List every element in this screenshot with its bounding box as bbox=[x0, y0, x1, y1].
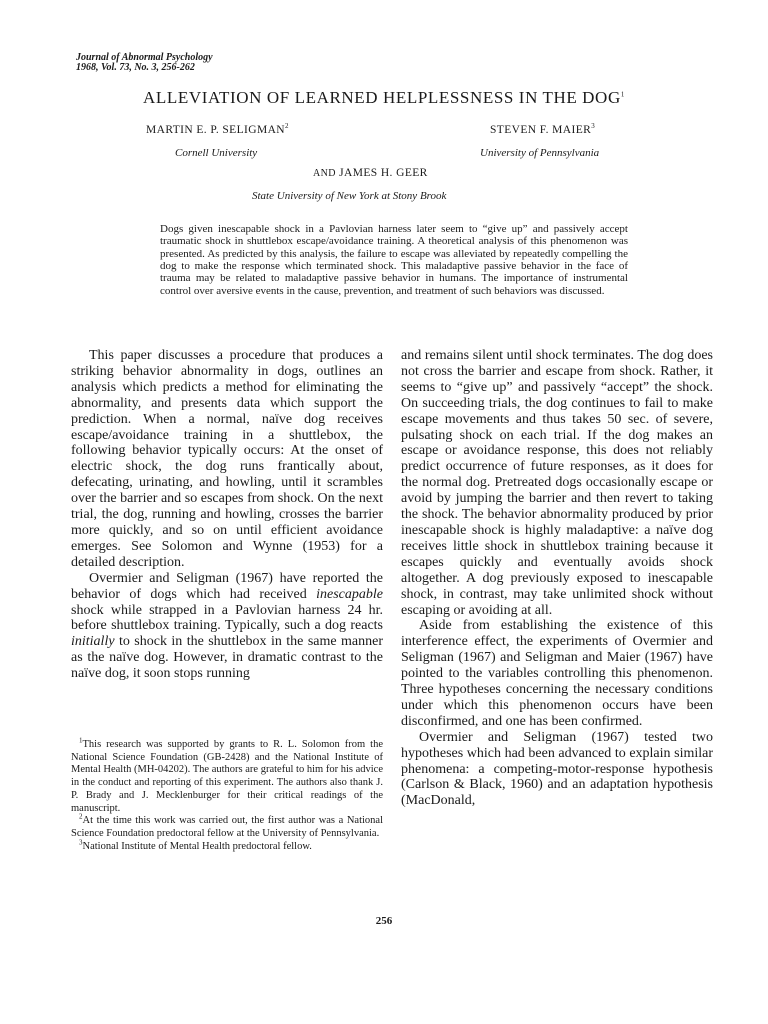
title-text: ALLEVIATION OF LEARNED HELPLESSNESS IN THE DOG bbox=[143, 88, 621, 107]
footnote-2-text: At the time this work was carried out, the first author was a National Science Foundation predoctoral fellow at the University of Pennsylvania. bbox=[71, 815, 383, 839]
right-paragraph-3: Overmier and Seligman (1967) tested two hypotheses which had been advanced to explain similar phenomena: a competing-motor-response hypothesis (Carlson & Black, 1960) and an adaptation hypothesis (MacDonald, bbox=[401, 729, 713, 809]
page-number: 256 bbox=[375, 915, 393, 927]
author-1-mark: 2 bbox=[285, 122, 289, 131]
author-3-name: JAMES H. GEER bbox=[339, 167, 428, 179]
left-p2-emphasis-1: inescapable bbox=[316, 586, 383, 602]
journal-name: Journal of Abnormal Psychology bbox=[76, 52, 213, 63]
author-2-mark: 3 bbox=[591, 122, 596, 131]
left-p2-part-a: Overmier and Seligman (1967) have reported the behavior of dogs which had received bbox=[71, 570, 383, 602]
footnote-3-text: National Institute of Mental Health predoctoral fellow. bbox=[82, 840, 312, 852]
author-3 bbox=[313, 167, 428, 179]
author-3-prefix: AND bbox=[313, 168, 336, 179]
author-2-affiliation: University of Pennsylvania bbox=[480, 147, 600, 159]
footnotes bbox=[71, 736, 383, 853]
footnote-2 bbox=[71, 812, 383, 840]
right-paragraph-2: Aside from establishing the existence of this interference effect, the experiments of Overmier and Seligman (1967) and Seligman and Maier (1967) have pointed to the variables controlling this phenomenon. Three hypotheses concerning the necessary conditions under which this phenomenon occurs have been disconfirmed, and one has been confirmed. bbox=[401, 618, 713, 729]
left-paragraph-2 bbox=[71, 571, 383, 682]
author-1-name: MARTIN E. P. SELIGMAN bbox=[146, 124, 286, 136]
footnote-3 bbox=[71, 838, 383, 854]
article-title bbox=[0, 88, 768, 108]
left-p2-part-c: to shock in the shuttlebox in the same manner as the naïve dog. However, in dramatic contrast to the naïve dog, it soon stops running bbox=[71, 634, 383, 682]
right-paragraph-1: and remains silent until shock terminates. The dog does not cross the barrier and escape from shock. Rather, it seems to “give up” and passively “accept” the shock. On succeeding trials, the dog continues to fail to make escape movements and thus takes 50 sec. of severe, pulsating shock on each trial. If the dog makes an escape or avoidance response, this does not reliably predict occurrence of future responses, as it does for the normal dog. Pretreated dogs occasionally escape or avoid by jumping the barrier and then revert to taking the shock. The behavior abnormality produced by prior inescapable shock is highly maladaptive: a naïve dog receives little shock in shuttlebox training because it escapes quickly and eventually avoids shock altogether. A dog previously exposed to inescapable shock, in contrast, may take unlimited shock without escaping or avoiding at all. bbox=[401, 348, 713, 618]
left-paragraph-1: This paper discusses a procedure that produces a striking behavior abnormality in dogs, outlines an analysis which predicts a method for eliminating the abnormality, and presents data which support the prediction. When a normal, naïve dog receives escape/avoidance training in a shuttlebox, the following behavior typically occurs: At the onset of electric shock, the dog runs frantically about, defecating, urinating, and howling, until it scrambles over the barrier and so escapes from shock. On the next trial, the dog, running and howling, crosses the barrier more quickly, and so on until efficient avoidance emerges. See Solomon and Wynne (1953) for a detailed description. bbox=[71, 348, 383, 570]
footnote-1-text: This research was supported by grants to R. L. Solomon from the National Science Foundation (GB-2428) and the National Institute of Mental Health (MH-04202). The authors are grateful to him for his advice in the conduct and reporting of this experiment. The authors also thank J. P. Brady and J. Mecklenburger for their critical readings of the manuscript. bbox=[71, 739, 383, 814]
footnote-1 bbox=[71, 736, 383, 815]
footnote-2-mark: 2 bbox=[79, 812, 83, 821]
journal-header bbox=[76, 53, 213, 73]
author-1-affiliation: Cornell University bbox=[175, 147, 258, 159]
author-2-name: STEVEN F. MAIER bbox=[490, 124, 592, 136]
author-3-affiliation: State University of New York at Stony Brook bbox=[252, 190, 447, 202]
left-column bbox=[71, 348, 383, 682]
abstract: Dogs given inescapable shock in a Pavlovian harness later seem to “give up” and passively accept traumatic shock in shuttlebox escape/avoidance training. A theoretical analysis of this phenomenon was presented. As predicted by this analysis, the failure to escape was alleviated by repeatedly compelling the dog to make the response which terminated shock. This maladaptive passive behavior in the face of trauma may be related to maladaptive passive behavior in humans. The importance of instrumental control over aversive events in the cause, prevention, and treatment of such behaviors was discussed. bbox=[160, 223, 628, 297]
author-2 bbox=[490, 124, 595, 136]
left-p2-part-b: shock while strapped in a Pavlovian harness 24 hr. before shuttlebox training. Typically, such a dog reacts bbox=[71, 602, 383, 634]
right-column bbox=[401, 348, 713, 809]
footnote-3-mark: 3 bbox=[79, 838, 83, 847]
left-p2-emphasis-2: initially bbox=[71, 634, 115, 650]
title-footnote-mark: 1 bbox=[620, 90, 625, 99]
author-1 bbox=[146, 124, 289, 136]
footnote-1-mark: 1 bbox=[79, 736, 83, 745]
journal-citation: 1968, Vol. 73, No. 3, 256-262 bbox=[76, 62, 195, 73]
